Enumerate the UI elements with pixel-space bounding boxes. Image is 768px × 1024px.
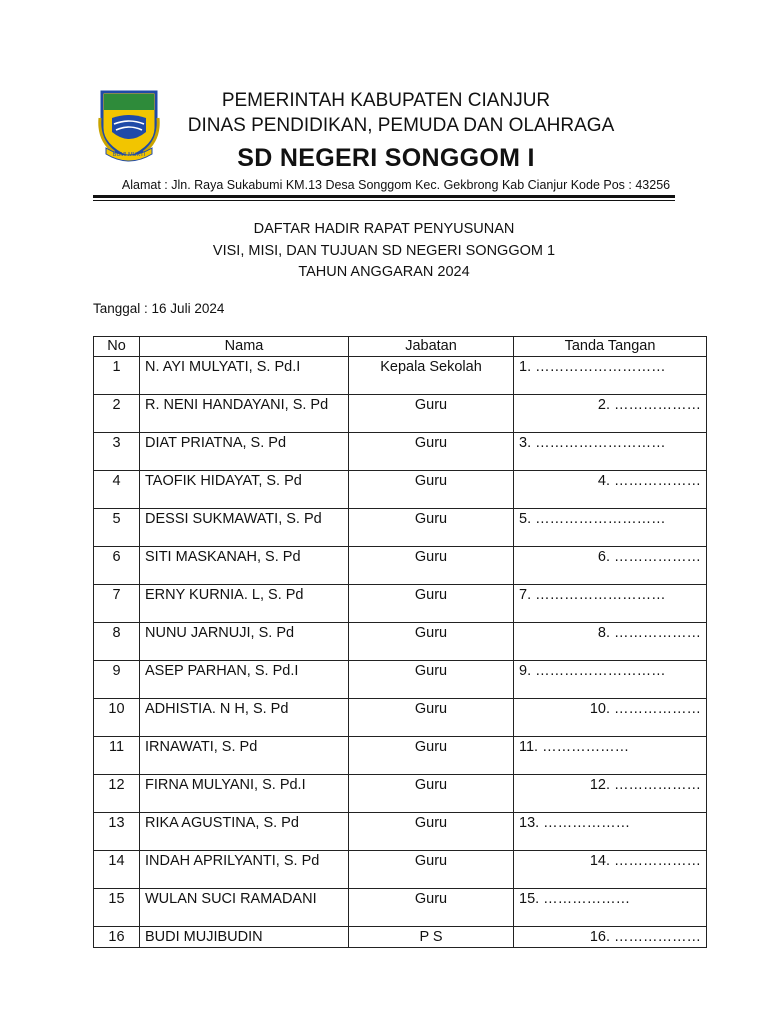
row-no: 7 <box>94 585 140 623</box>
row-jabatan: Guru <box>349 699 514 737</box>
row-jabatan: Guru <box>349 813 514 851</box>
table-row <box>94 357 707 395</box>
table-row <box>94 851 707 889</box>
row-nama: WULAN SUCI RAMADANI <box>140 889 349 927</box>
row-signature-line: 2. ……………… <box>514 395 707 433</box>
header-nama: Nama <box>140 337 349 357</box>
header-no: No <box>94 337 140 357</box>
row-signature-line: 9. ……………………… <box>514 661 707 699</box>
row-nama: DIAT PRIATNA, S. Pd <box>140 433 349 471</box>
row-no: 9 <box>94 661 140 699</box>
row-jabatan: Guru <box>349 775 514 813</box>
row-signature-line: 14. ……………… <box>514 851 707 889</box>
row-no: 10 <box>94 699 140 737</box>
row-signature-line: 15. ……………… <box>514 889 707 927</box>
row-signature-line: 13. ……………… <box>514 813 707 851</box>
table-row <box>94 927 707 948</box>
row-no: 1 <box>94 357 140 395</box>
table-row <box>94 509 707 547</box>
row-jabatan: Guru <box>349 547 514 585</box>
row-signature-line: 7. ……………………… <box>514 585 707 623</box>
letterhead-line-1: PEMERINTAH KABUPATEN CIANJUR <box>221 90 551 111</box>
row-jabatan: Guru <box>349 661 514 699</box>
row-signature-line: 12. ……………… <box>514 775 707 813</box>
row-jabatan: Guru <box>349 737 514 775</box>
row-jabatan: Guru <box>349 623 514 661</box>
row-jabatan: Kepala Sekolah <box>349 357 514 395</box>
row-nama: R. NENI HANDAYANI, S. Pd <box>140 395 349 433</box>
row-signature-line: 5. ……………………… <box>514 509 707 547</box>
row-no: 3 <box>94 433 140 471</box>
table-row <box>94 547 707 585</box>
row-jabatan: Guru <box>349 395 514 433</box>
row-signature-line: 6. ……………… <box>514 547 707 585</box>
logo-motto: BUMI MUKTI <box>112 152 146 158</box>
row-jabatan: Guru <box>349 889 514 927</box>
row-signature-line: 11. ……………… <box>514 737 707 775</box>
row-jabatan: Guru <box>349 585 514 623</box>
row-nama: N. AYI MULYATI, S. Pd.I <box>140 357 349 395</box>
row-nama: INDAH APRILYANTI, S. Pd <box>140 851 349 889</box>
row-no: 4 <box>94 471 140 509</box>
table-row <box>94 661 707 699</box>
row-nama: IRNAWATI, S. Pd <box>140 737 349 775</box>
meeting-date: Tanggal : 16 Juli 2024 <box>93 301 225 316</box>
row-signature-line: 8. ……………… <box>514 623 707 661</box>
row-nama: ADHISTIA. N H, S. Pd <box>140 699 349 737</box>
row-no: 6 <box>94 547 140 585</box>
row-nama: SITI MASKANAH, S. Pd <box>140 547 349 585</box>
row-jabatan: Guru <box>349 433 514 471</box>
document-title-line-2: VISI, MISI, DAN TUJUAN SD NEGERI SONGGOM 1 <box>212 243 556 259</box>
row-no: 13 <box>94 813 140 851</box>
row-nama: ASEP PARHAN, S. Pd.I <box>140 661 349 699</box>
row-no: 16 <box>94 927 140 948</box>
row-signature-line: 10. ……………… <box>514 699 707 737</box>
table-row <box>94 775 707 813</box>
table-header-row <box>94 337 707 357</box>
row-nama: NUNU JARNUJI, S. Pd <box>140 623 349 661</box>
row-jabatan: P S <box>349 927 514 948</box>
document-title-line-1: DAFTAR HADIR RAPAT PENYUSUNAN <box>253 221 515 237</box>
row-nama: TAOFIK HIDAYAT, S. Pd <box>140 471 349 509</box>
row-jabatan: Guru <box>349 509 514 547</box>
table-row <box>94 433 707 471</box>
row-jabatan: Guru <box>349 851 514 889</box>
header-jabatan: Jabatan <box>349 337 514 357</box>
table-row <box>94 889 707 927</box>
row-nama: BUDI MUJIBUDIN <box>140 927 349 948</box>
row-nama: DESSI SUKMAWATI, S. Pd <box>140 509 349 547</box>
school-address: Alamat : Jln. Raya Sukabumi KM.13 Desa Songgom Kec. Gekbrong Kab Cianjur Kode Pos : 43256 <box>121 178 671 192</box>
row-nama: RIKA AGUSTINA, S. Pd <box>140 813 349 851</box>
row-no: 15 <box>94 889 140 927</box>
attendance-table <box>93 336 707 948</box>
table-row <box>94 737 707 775</box>
row-no: 12 <box>94 775 140 813</box>
letterhead-rule-thick <box>93 195 675 198</box>
row-no: 11 <box>94 737 140 775</box>
letterhead-rule-thin <box>93 200 675 201</box>
table-row <box>94 813 707 851</box>
row-nama: FIRNA MULYANI, S. Pd.I <box>140 775 349 813</box>
row-no: 2 <box>94 395 140 433</box>
table-row <box>94 699 707 737</box>
row-nama: ERNY KURNIA. L, S. Pd <box>140 585 349 623</box>
header-tanda-tangan: Tanda Tangan <box>514 337 707 357</box>
row-signature-line: 16. ……………… <box>514 927 707 948</box>
table-row <box>94 471 707 509</box>
table-row <box>94 623 707 661</box>
row-no: 5 <box>94 509 140 547</box>
row-jabatan: Guru <box>349 471 514 509</box>
row-no: 8 <box>94 623 140 661</box>
school-name: SD NEGERI SONGGOM I <box>237 144 535 172</box>
row-signature-line: 4. ……………… <box>514 471 707 509</box>
table-row <box>94 395 707 433</box>
document-title-line-3: TAHUN ANGGARAN 2024 <box>298 264 470 280</box>
letterhead-line-2: DINAS PENDIDIKAN, PEMUDA DAN OLAHRAGA <box>187 115 615 136</box>
row-no: 14 <box>94 851 140 889</box>
row-signature-line: 3. ……………………… <box>514 433 707 471</box>
row-signature-line: 1. ……………………… <box>514 357 707 395</box>
table-row <box>94 585 707 623</box>
